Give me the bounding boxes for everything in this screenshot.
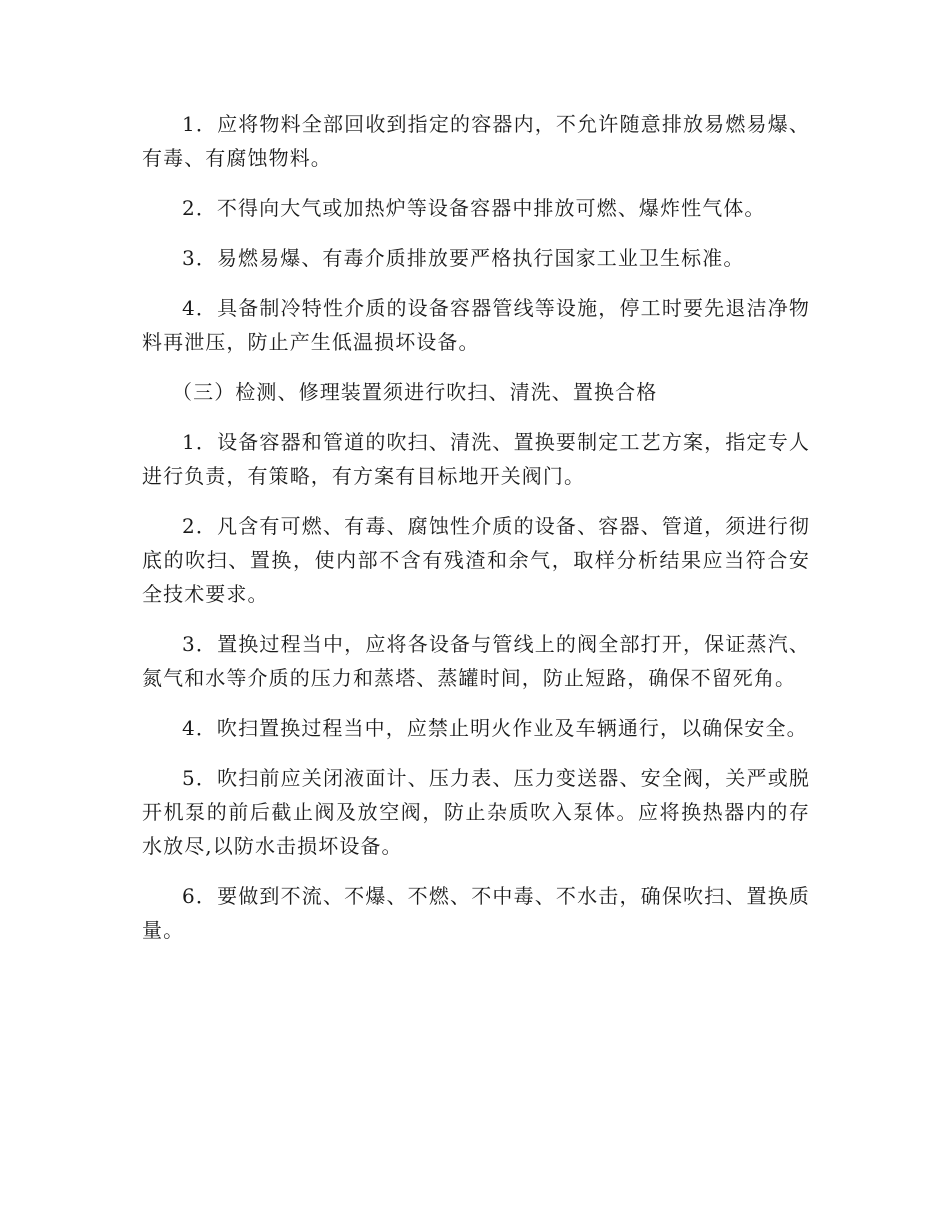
paragraph-10: 6．要做到不流、不爆、不燃、不中毒、不水击，确保吹扫、置换质量。 [142, 884, 810, 942]
paragraph-7: 3．置换过程当中，应将各设备与管线上的阀全部打开，保证蒸汽、氮气和水等介质的压力和蒸塔、蒸罐时间，防止短路，确保不留死角。 [142, 632, 810, 690]
paragraph-9: 5．吹扫前应关闭液面计、压力表、压力变送器、安全阀，关严或脱开机泵的前后截止阀及放空阀，防止杂质吹入泵体。应将换热器内的存水放尽,以防水击损坏设备。 [142, 766, 810, 858]
paragraph-1: 1．应将物料全部回收到指定的容器内，不允许随意排放易燃易爆、有毒、有腐蚀物料。 [142, 112, 810, 170]
paragraph-5: 1．设备容器和管道的吹扫、清洗、置换要制定工艺方案，指定专人进行负责，有策略，有方案有目标地开关阀门。 [142, 430, 810, 488]
section-heading: （三）检测、修理装置须进行吹扫、清洗、置换合格 [172, 380, 658, 404]
paragraph-4: 4．具备制冷特性介质的设备容器管线等设施，停工时要先退洁净物料再泄压，防止产生低温损坏设备。 [142, 296, 810, 354]
paragraph-3: 3．易燃易爆、有毒介质排放要严格执行国家工业卫生标准。 [182, 246, 745, 270]
paragraph-2: 2．不得向大气或加热炉等设备容器中排放可燃、爆炸性气体。 [182, 196, 766, 220]
document-body [142, 107, 810, 963]
paragraph-8: 4．吹扫置换过程当中，应禁止明火作业及车辆通行，以确保安全。 [182, 716, 808, 740]
paragraph-6: 2．凡含有可燃、有毒、腐蚀性介质的设备、容器、管道，须进行彻底的吹扫、置换，使内部不含有残渣和余气，取样分析结果应当符合安全技术要求。 [142, 514, 810, 606]
